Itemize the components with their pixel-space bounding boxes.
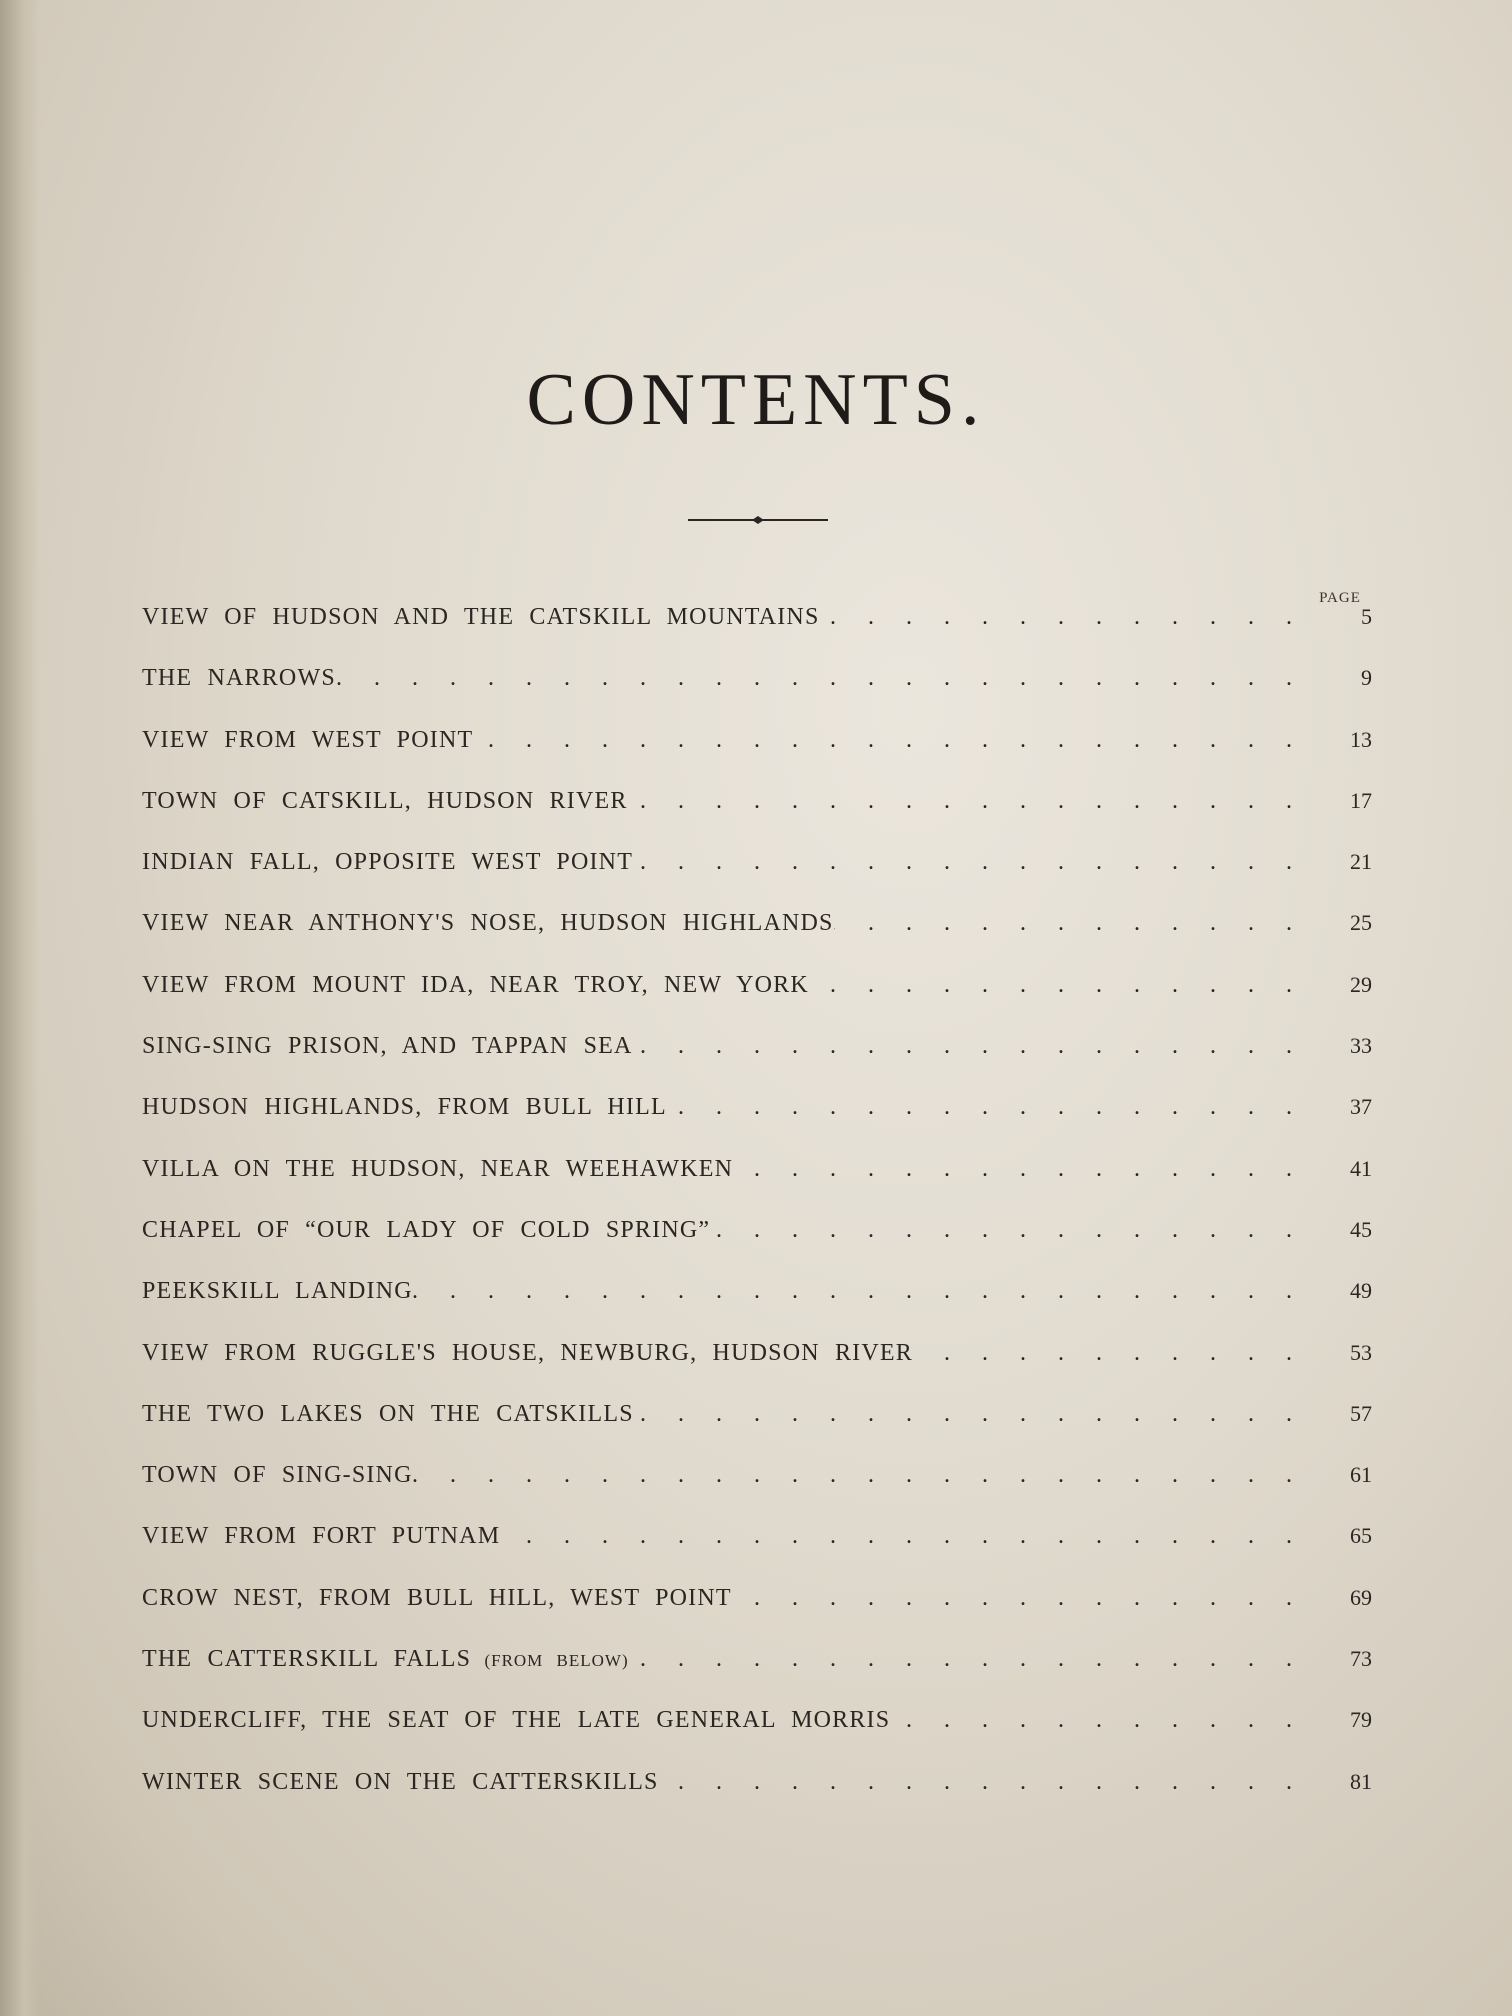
entry-page-number: 81 <box>1350 1768 1372 1794</box>
entry-page-number: 37 <box>1350 1094 1372 1120</box>
dot-leader <box>473 727 1326 754</box>
entry-page-number: 53 <box>1350 1339 1372 1365</box>
entry-page-number: 61 <box>1350 1462 1372 1488</box>
entry-title: TOWN OF SING-SING <box>142 1462 413 1489</box>
dot-leader <box>633 1033 1326 1060</box>
entry-page-number: 79 <box>1350 1707 1372 1733</box>
contents-entry <box>142 1156 1372 1217</box>
entry-title: VIEW NEAR ANTHONY'S NOSE, HUDSON HIGHLANDS <box>142 910 834 937</box>
contents-entry <box>142 604 1372 665</box>
contents-entry <box>142 1278 1372 1339</box>
contents-list <box>142 604 1372 1830</box>
entry-page-number: 33 <box>1350 1033 1372 1059</box>
contents-entry <box>142 1094 1372 1155</box>
dot-leader <box>667 1094 1326 1121</box>
contents-entry <box>142 788 1372 849</box>
entry-page-number: 17 <box>1350 787 1372 813</box>
entry-title: THE NARROWS <box>142 665 336 692</box>
entry-title: HUDSON HIGHLANDS, FROM BULL HILL <box>142 1094 667 1121</box>
dot-leader <box>659 1769 1326 1796</box>
dot-leader <box>913 1340 1326 1367</box>
entry-title: INDIAN FALL, OPPOSITE WEST POINT <box>142 849 634 876</box>
contents-entry <box>142 1769 1372 1830</box>
entry-title: VILLA ON THE HUDSON, NEAR WEEHAWKEN <box>142 1155 734 1182</box>
entry-title: WINTER SCENE ON THE CATTERSKILLS <box>142 1768 659 1795</box>
entry-page-number: 57 <box>1350 1400 1372 1426</box>
dot-leader <box>500 1523 1326 1550</box>
dot-leader <box>413 1278 1326 1305</box>
contents-entry <box>142 910 1372 971</box>
dot-leader <box>413 1462 1326 1489</box>
contents-entry <box>142 1033 1372 1094</box>
entry-page-number: 21 <box>1350 849 1372 875</box>
dot-leader <box>336 665 1326 692</box>
contents-entry <box>142 1646 1372 1707</box>
entry-page-number: 9 <box>1361 665 1372 691</box>
entry-page-number: 73 <box>1350 1646 1372 1672</box>
entry-title: THE CATTERSKILL FALLS (FROM BELOW) <box>142 1646 629 1673</box>
entry-title: CROW NEST, FROM BULL HILL, WEST POINT <box>142 1584 732 1611</box>
dot-leader <box>732 1585 1326 1612</box>
dot-leader <box>628 788 1326 815</box>
dot-leader <box>629 1646 1326 1673</box>
entry-page-number: 13 <box>1350 726 1372 752</box>
contents-entry <box>142 1585 1372 1646</box>
entry-title: TOWN OF CATSKILL, HUDSON RIVER <box>142 787 628 814</box>
entry-page-number: 29 <box>1350 971 1372 997</box>
entry-page-number: 41 <box>1350 1155 1372 1181</box>
contents-entry <box>142 1401 1372 1462</box>
dot-leader <box>809 972 1326 999</box>
dot-leader <box>733 1156 1326 1183</box>
entry-title: VIEW OF HUDSON AND THE CATSKILL MOUNTAINS <box>142 604 820 630</box>
dot-leader <box>633 849 1326 876</box>
contents-entry <box>142 849 1372 910</box>
contents-entry <box>142 1340 1372 1401</box>
entry-title: CHAPEL OF “OUR LADY OF COLD SPRING” <box>142 1216 711 1243</box>
dot-leader <box>820 604 1326 631</box>
entry-title: VIEW FROM MOUNT IDA, NEAR TROY, NEW YORK <box>142 971 809 998</box>
contents-entry <box>142 665 1372 726</box>
entry-title: VIEW FROM RUGGLE'S HOUSE, NEWBURG, HUDSON RIVER <box>142 1339 913 1366</box>
entry-page-number: 69 <box>1350 1584 1372 1610</box>
dot-leader <box>634 1401 1326 1428</box>
dot-leader <box>710 1217 1326 1244</box>
contents-entry <box>142 1462 1372 1523</box>
entry-page-number: 49 <box>1350 1278 1372 1304</box>
entry-title: VIEW FROM WEST POINT <box>142 726 474 753</box>
entry-page-number: 65 <box>1350 1523 1372 1549</box>
title-ornament-rule <box>688 512 828 528</box>
entry-title: VIEW FROM FORT PUTNAM <box>142 1523 501 1550</box>
dot-leader <box>890 1707 1326 1734</box>
entry-page-number: 25 <box>1350 910 1372 936</box>
contents-entry <box>142 727 1372 788</box>
contents-entry <box>142 1707 1372 1768</box>
entry-page-number: 45 <box>1350 1216 1372 1242</box>
contents-entry <box>142 972 1372 1033</box>
entry-title: UNDERCLIFF, THE SEAT OF THE LATE GENERAL MORRIS <box>142 1707 891 1734</box>
page-column-label: PAGE <box>1319 590 1361 606</box>
dot-leader <box>834 910 1326 937</box>
page-title: CONTENTS. <box>526 359 986 441</box>
entry-title: SING-SING PRISON, AND TAPPAN SEA <box>142 1033 633 1060</box>
contents-entry <box>142 1217 1372 1278</box>
entry-title: THE TWO LAKES ON THE CATSKILLS <box>142 1400 634 1427</box>
contents-entry <box>142 1523 1372 1584</box>
entry-title: PEEKSKILL LANDING <box>142 1278 413 1305</box>
entry-page-number: 5 <box>1361 604 1372 629</box>
